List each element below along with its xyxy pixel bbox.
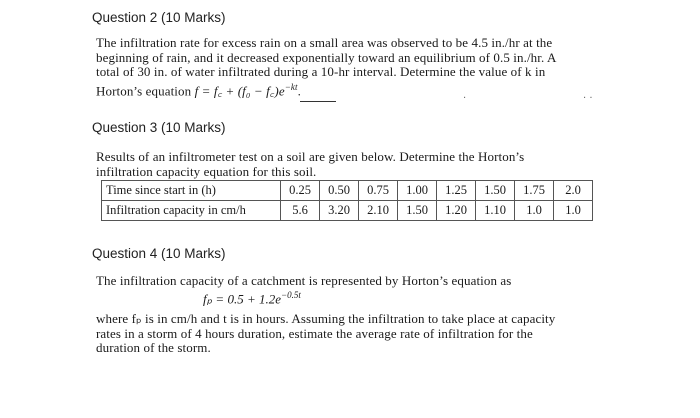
table-cell: 1.20 <box>437 201 476 221</box>
question-4-heading: Question 4 (10 Marks) <box>92 246 226 261</box>
table-cell: 1.00 <box>398 181 437 201</box>
q4-line-4: duration of the storm. <box>96 340 211 356</box>
q3-line-1: Results of an infiltrometer test on a soil are given below. Determine the Horton’s <box>96 149 525 164</box>
q4-line-1 <box>96 274 511 289</box>
stray-mark: · <box>463 93 467 104</box>
table-cell: 2.0 <box>554 181 593 201</box>
question-3-text <box>96 150 524 179</box>
table-cell: 0.25 <box>281 181 320 201</box>
table-cell: 2.10 <box>359 201 398 221</box>
infiltrometer-table <box>101 180 593 221</box>
table-cell: 1.10 <box>476 201 515 221</box>
underline-during <box>300 101 336 102</box>
question-3-heading: Question 3 (10 Marks) <box>92 120 226 135</box>
table-row <box>102 201 593 221</box>
horton-equation: f = f꜀ + (f₀ − f꜀)e <box>194 83 285 99</box>
table-row <box>102 181 593 201</box>
q4-line-2: where fₚ is in cm/h and t is in hours. Assuming the infiltration to take place at capacity <box>96 311 556 326</box>
question-4-text <box>96 312 555 356</box>
question-2-heading: Question 2 (10 Marks) <box>92 10 226 25</box>
q2-end: . <box>297 83 301 99</box>
q2-line-2: beginning of rain, and it decreased exponentially toward an equilibrium of 0.5 in./hr. A <box>96 49 557 65</box>
row-label-capacity: Infiltration capacity in cm/h <box>102 201 281 221</box>
q2-line-1: The infiltration rate for excess rain on a small area was observed to be 4.5 in./hr at the <box>96 35 553 50</box>
q4-equation <box>203 290 301 307</box>
row-label-time: Time since start in (h) <box>102 181 281 201</box>
table-cell: 0.50 <box>320 181 359 201</box>
table-cell: 1.25 <box>437 181 476 201</box>
table-cell: 1.50 <box>398 201 437 221</box>
table-cell: 1.0 <box>515 201 554 221</box>
stray-marks: · · <box>583 93 593 104</box>
q2-line-4-prefix: Horton’s equation <box>96 83 195 99</box>
table-cell: 1.50 <box>476 181 515 201</box>
q4-intro: The infiltration capacity of a catchment is represented by Horton’s equation as <box>96 273 512 288</box>
horton-exponent: −kt <box>284 81 298 92</box>
table-cell: 5.6 <box>281 201 320 221</box>
q2-line-3: total of 30 in. of water infiltrated during a 10-hr interval. Determine the value of k in <box>96 64 546 80</box>
q2-line-4 <box>96 80 556 99</box>
table-cell: 1.0 <box>554 201 593 221</box>
q4-equation-exponent: −0.5t <box>281 290 301 300</box>
q3-line-2: infiltration capacity equation for this soil. <box>96 163 317 179</box>
question-2-text <box>96 36 556 99</box>
table-cell: 3.20 <box>320 201 359 221</box>
table-cell: 0.75 <box>359 181 398 201</box>
q4-line-3: rates in a storm of 4 hours duration, estimate the average rate of infiltration for the <box>96 325 533 341</box>
table-cell: 1.75 <box>515 181 554 201</box>
q4-equation-body: fₚ = 0.5 + 1.2e <box>203 291 281 307</box>
